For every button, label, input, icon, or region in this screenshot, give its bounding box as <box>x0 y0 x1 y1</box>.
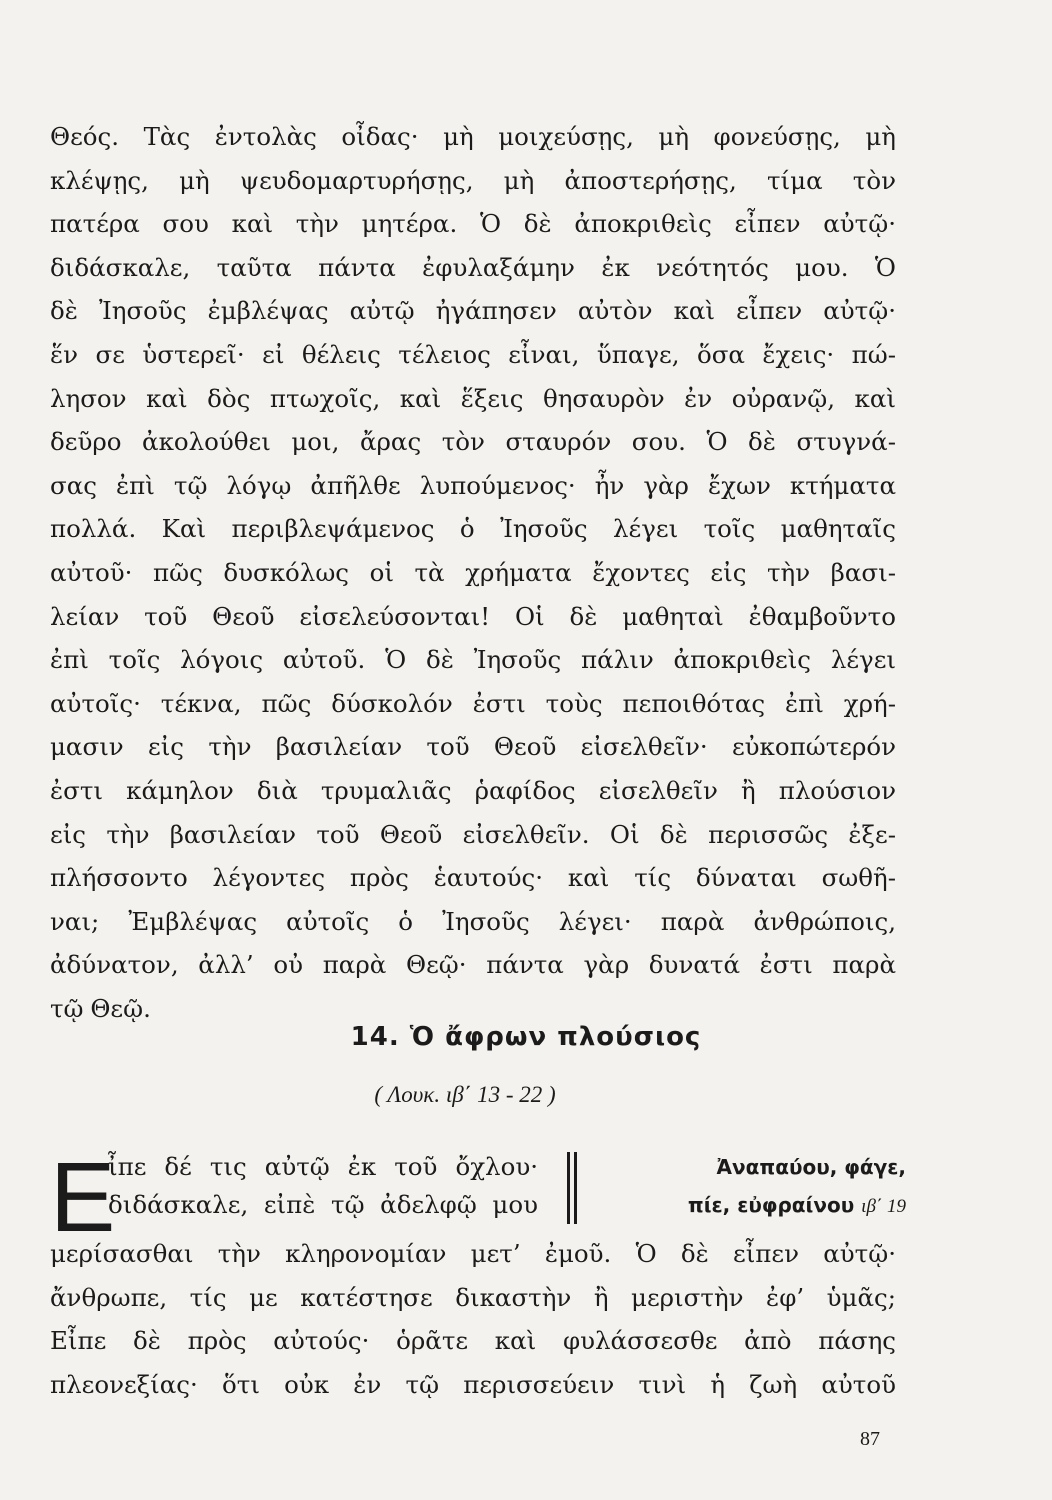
page-number: 87 <box>860 1428 880 1450</box>
drop-cap: Ε <box>50 1142 116 1252</box>
text-line: ἶπε δέ τις αὐτῷ ἐκ τοῦ ὄχλου· <box>108 1152 538 1181</box>
text-line: ἐπὶ τοῖς λόγοις αὐτοῦ. Ὁ δὲ Ἰησοῦς πάλιν ἀποκριθεὶς λέγει <box>50 645 896 675</box>
side-note-ref: ιβ΄ 19 <box>861 1196 906 1217</box>
text-line: μερίσασθαι τὴν κληρονομίαν μετ’ ἐμοῦ. Ὁ δὲ εἶπεν αὐτῷ· <box>50 1239 896 1268</box>
side-note-line: Ἀναπαύου, φάγε, <box>716 1155 906 1179</box>
scripture-reference: ( Λουκ. ιβ΄ 13 - 22 ) <box>374 1082 556 1107</box>
text-line: ἄνθρωπε, τίς με κατέστησε δικαστὴν ἢ μεριστὴν ἐφ’ ὑμᾶς; <box>50 1282 896 1312</box>
text-line: λείαν τοῦ Θεοῦ εἰσελεύσονται! Οἱ δὲ μαθηταὶ ἐθαμβοῦντο <box>50 601 896 631</box>
double-rule-divider <box>567 1152 579 1224</box>
text-line: ἐστι κάμηλον διὰ τρυμαλιᾶς ῥαφίδος εἰσελθεῖν ἢ πλούσιον <box>50 775 896 805</box>
side-note-text: πίε, εὐφραίνου <box>687 1193 855 1217</box>
side-note <box>594 1148 906 1224</box>
side-note-line <box>594 1186 906 1224</box>
text-line: ναι; Ἐμβλέψας αὐτοῖς ὁ Ἰησοῦς λέγει· παρὰ ἀνθρώποις, <box>50 906 896 936</box>
text-line: διδάσκαλε, ταῦτα πάντα ἐφυλαξάμην ἐκ νεότητός μου. Ὁ <box>50 252 896 282</box>
text-line: σας ἐπὶ τῷ λόγῳ ἀπῆλθε λυπούμενος· ἦν γὰρ ἔχων κτήματα <box>50 470 896 500</box>
text-line: Εἶπε δὲ πρὸς αὐτούς· ὁρᾶτε καὶ φυλάσσεσθε ἀπὸ πάσης <box>50 1326 896 1356</box>
text-line: διδάσκαλε, εἰπὲ τῷ ἀδελφῷ μου <box>108 1190 538 1219</box>
text-line: τῷ Θεῷ. <box>50 993 151 1023</box>
text-line: κλέψῃς, μὴ ψευδομαρτυρήσῃς, μὴ ἀποστερήσῃς, τίμα τὸν <box>50 165 896 195</box>
section-heading: 14. Ὁ ἄφρων πλούσιος <box>350 1022 702 1052</box>
text-line: λησον καὶ δὸς πτωχοῖς, καὶ ἕξεις θησαυρὸν ἐν οὐρανῷ, καὶ <box>50 383 896 413</box>
text-line: πατέρα σου καὶ τὴν μητέρα. Ὁ δὲ ἀποκριθεὶς εἶπεν αὐτῷ· <box>50 209 896 239</box>
opening-lines <box>108 1148 538 1224</box>
text-line: εἰς τὴν βασιλείαν τοῦ Θεοῦ εἰσελθεῖν. Οἱ δὲ περισσῶς ἐξε- <box>50 819 896 849</box>
text-line: μασιν εἰς τὴν βασιλείαν τοῦ Θεοῦ εἰσελθεῖν· εὐκοπώτερόν <box>50 732 896 762</box>
text-line: πλεονεξίας· ὅτι οὐκ ἐν τῷ περισσεύειν τινὶ ἡ ζωὴ αὐτοῦ <box>50 1369 896 1399</box>
text-line: αὐτοῦ· πῶς δυσκόλως οἱ τὰ χρήματα ἔχοντες εἰς τὴν βασι- <box>50 557 896 587</box>
text-line: ἀδύνατον, ἀλλ’ οὐ παρὰ Θεῷ· πάντα γὰρ δυνατά ἐστι παρὰ <box>50 950 896 980</box>
text-line: δεῦρο ἀκολούθει μοι, ἄρας τὸν σταυρόν σου. Ὁ δὲ στυγνά- <box>50 427 896 457</box>
text-line: ἕν σε ὑστερεῖ· εἰ θέλεις τέλειος εἶναι, ὕπαγε, ὅσα ἔχεις· πώ- <box>50 339 896 369</box>
text-line: αὐτοῖς· τέκνα, πῶς δύσκολόν ἐστι τοὺς πεποιθότας ἐπὶ χρή- <box>50 688 896 718</box>
paragraph-2 <box>50 1232 896 1406</box>
text-line: πολλά. Καὶ περιβλεψάμενος ὁ Ἰησοῦς λέγει τοῖς μαθηταῖς <box>50 514 896 544</box>
text-line: πλήσσοντο λέγοντες πρὸς ἑαυτούς· καὶ τίς δύναται σωθῆ- <box>50 863 896 893</box>
paragraph-1 <box>50 115 896 1030</box>
text-line: δὲ Ἰησοῦς ἐμβλέψας αὐτῷ ἠγάπησεν αὐτὸν καὶ εἶπεν αὐτῷ· <box>50 296 896 326</box>
text-line: Θεός. Τὰς ἐντολὰς οἶδας· μὴ μοιχεύσῃς, μὴ φονεύσῃς, μὴ <box>50 122 896 151</box>
